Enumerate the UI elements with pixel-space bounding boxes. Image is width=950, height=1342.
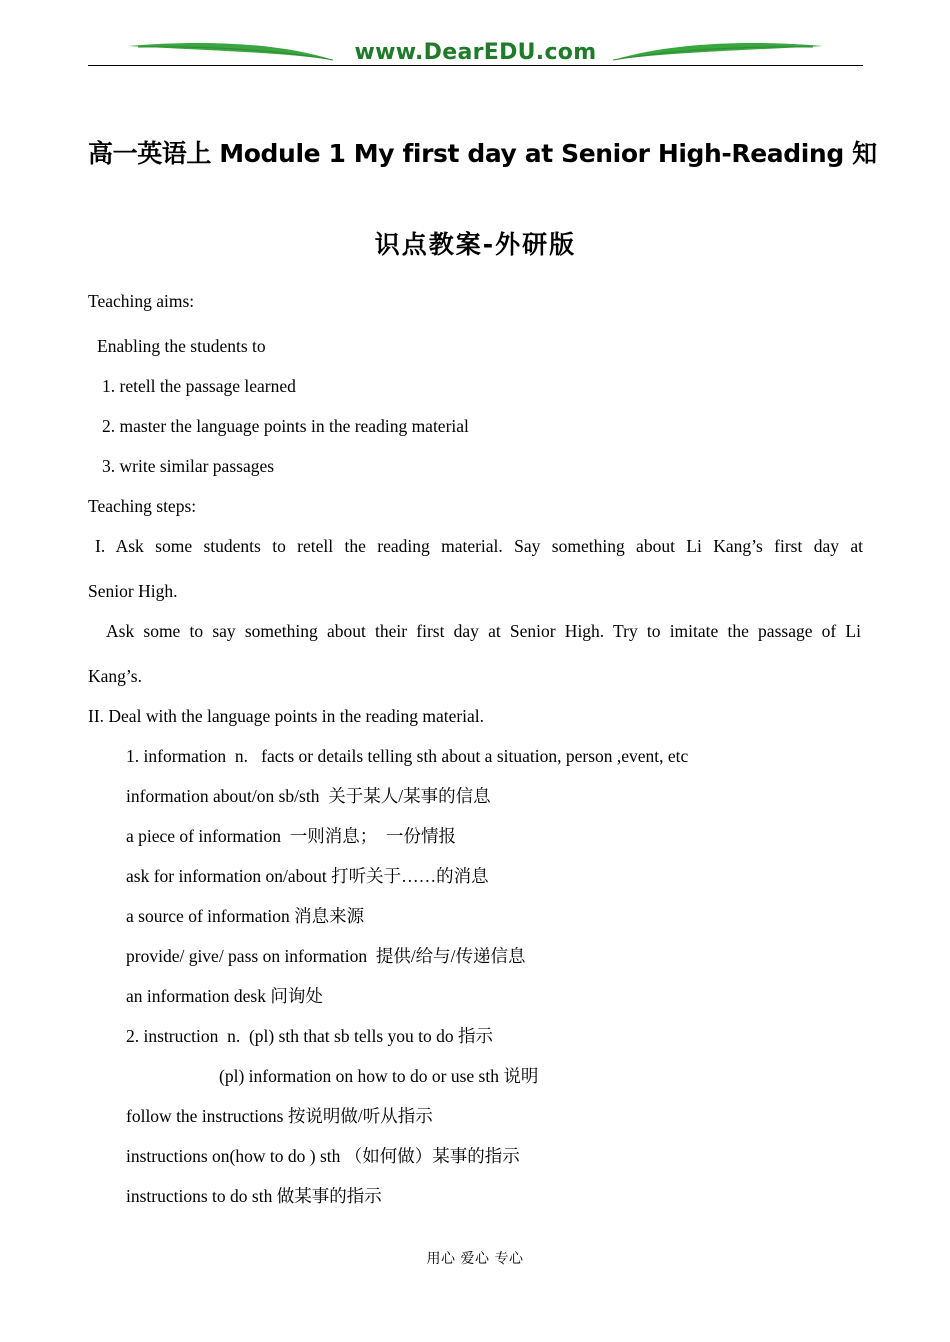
language-point: provide/ give/ pass on information 提供/给与/传递信息 [126,946,526,966]
language-point: a piece of information 一则消息； 一份情报 [126,826,457,846]
document-title-line-1: 高一英语上 Module 1 My first day at Senior High-Reading 知 [88,139,877,168]
language-point: instructions to do sth 做某事的指示 [126,1186,382,1206]
step-2-heading: II. Deal with the language points in the reading material. [88,706,485,726]
aim-item: 2. master the language points in the reading material [102,416,469,436]
document-title-line-2: 识点教案-外研版 [374,230,577,259]
language-point: an information desk 问询处 [126,986,323,1006]
language-point: information about/on sb/sth 关于某人/某事的信息 [126,786,491,806]
language-point: (pl) information on how to do or use sth 说明 [219,1066,539,1086]
language-point: ask for information on/about 打听关于……的消息 [126,866,489,886]
page-footer: 用心 爱心 专心 [426,1251,524,1267]
step-1-line-1: I. Ask some students to retell the reading material. Say something about Li Kang’s first day at [95,536,863,556]
language-point: 1. information n. facts or details telling sth about a situation, person ,event, etc [126,746,689,766]
teaching-aims-heading: Teaching aims: [88,291,195,311]
language-point: instructions on(how to do ) sth （如何做）某事的指示 [126,1146,520,1166]
language-point: 2. instruction n. (pl) sth that sb tells you to do 指示 [126,1026,493,1046]
language-point: a source of information 消息来源 [126,906,365,926]
header-rule [88,65,863,66]
step-1b-line-2: Kang’s. [88,666,142,686]
site-logo-text[interactable]: www.DearEDU.com [354,40,597,65]
aim-item: 3. write similar passages [102,456,275,476]
step-1b-line-1: Ask some to say something about their first day at Senior High. Try to imitate the passage of Li [106,621,861,641]
language-point: follow the instructions 按说明做/听从指示 [126,1106,433,1126]
header-banner [88,38,863,68]
aim-item: 1. retell the passage learned [102,376,296,396]
step-1-line-2: Senior High. [88,581,178,601]
enabling-text: Enabling the students to [97,336,266,356]
teaching-steps-heading: Teaching steps: [88,496,197,516]
